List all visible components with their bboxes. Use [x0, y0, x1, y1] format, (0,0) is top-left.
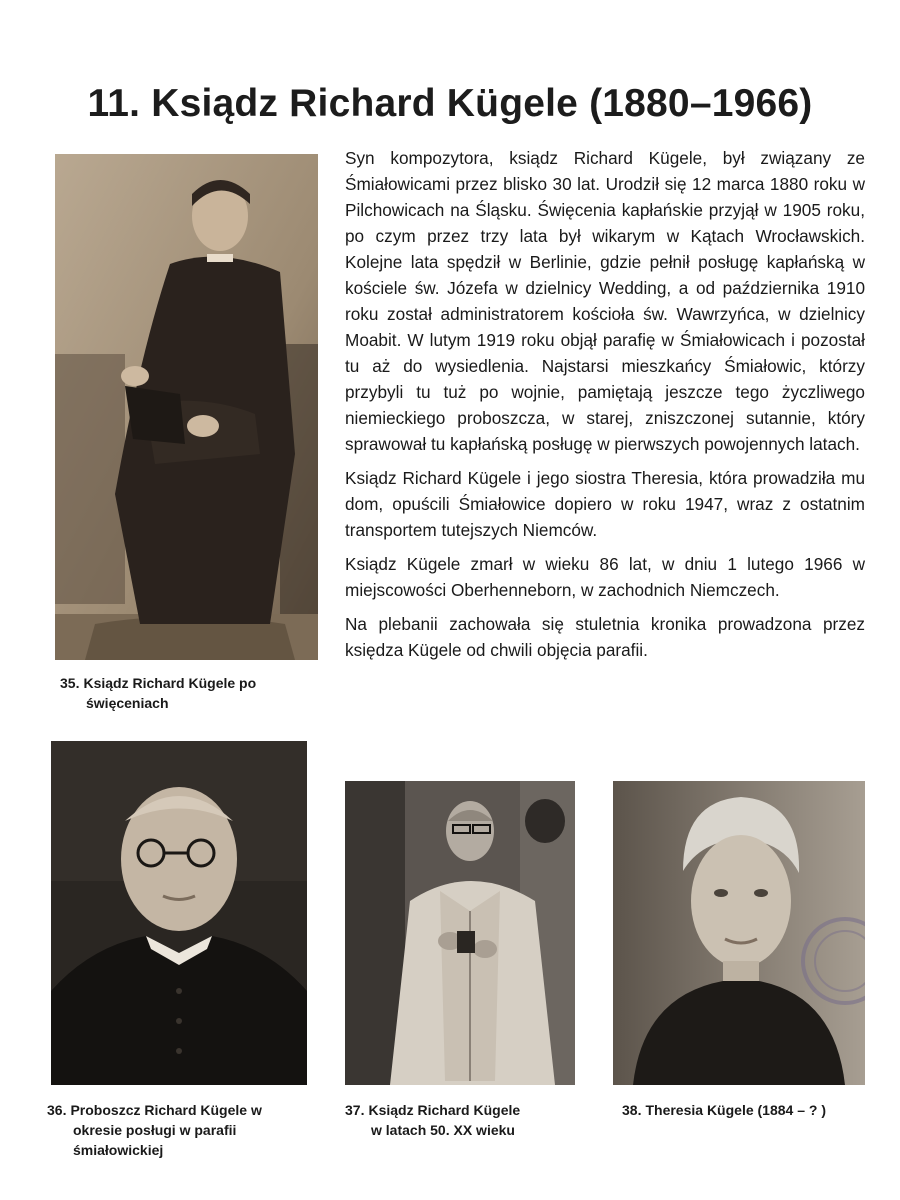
- caption-number: 35.: [60, 675, 80, 691]
- page-title: 11. Ksiądz Richard Kügele (1880–1966): [87, 82, 813, 126]
- caption-line: Ksiądz Richard Kügele po: [83, 675, 257, 691]
- article-paragraph: Ksiądz Richard Kügele i jego siostra Theresia, która prowadziła mu dom, opuścili Śmiałowice dopiero w roku 1947, wraz z ostatnim transportem tutejszych Niemców.: [345, 468, 865, 540]
- caption-number: 36.: [47, 1102, 67, 1118]
- caption-number: 38.: [622, 1102, 642, 1118]
- caption-line: Theresia Kügele (1884 – ? ): [645, 1102, 826, 1118]
- caption-photo-36: [47, 1100, 327, 1160]
- article-paragraph: Syn kompozytora, ksiądz Richard Kügele, był związany ze Śmiałowicami przez blisko 30 lat. Urodził się 12 marca 1880 roku w Pilchowicach na Śląsku. Święcenia kapłańskie przyjął w 1905 roku, po czym przez trzy lata był wikarym w Kątach Wrocławskich. Kolejne lata spędził w Berlinie, gdzie pełnił posługę kapłańską w kościele św. Józefa w dzielnicy Wedding, a od października 1910 roku został administratorem kościoła św. Wawrzyńca, w dzielnicy Moabit. W lutym 1919 roku objął parafię w Śmiałowicach i pozostał tu aż do wysiedlenia. Najstarsi mieszkańcy Śmiałowic, którzy przybyli tu tuż po wojnie, pamiętają jeszcze tego życzliwego niemieckiego proboszcza, w starej, zniszczonej sutannie, który sprawował tu kapłańską posługę w pierwszych powojennych latach.: [345, 148, 865, 454]
- caption-line: Proboszcz Richard Kügele w: [70, 1102, 262, 1118]
- article-paragraph: Na plebanii zachowała się stuletnia kronika prowadzona przez księdza Kügele od chwili objęcia parafii.: [345, 614, 865, 660]
- caption-line: w latach 50. XX wieku: [371, 1122, 515, 1138]
- caption-photo-35: [60, 673, 330, 713]
- caption-line: śmiałowickiej: [73, 1142, 164, 1158]
- caption-photo-37: [345, 1100, 595, 1140]
- article-text: [345, 145, 865, 671]
- caption-photo-38: [622, 1100, 872, 1120]
- article-paragraph: Ksiądz Kügele zmarł w wieku 86 lat, w dniu 1 lutego 1966 w miejscowości Oberhenneborn, w zachodnich Niemczech.: [345, 554, 865, 600]
- photo-seated-priest: [55, 154, 318, 660]
- photo-priest-portrait: [51, 741, 307, 1085]
- photo-priest-vestments: [345, 781, 575, 1085]
- caption-number: 37.: [345, 1102, 365, 1118]
- photo-theresia: [613, 781, 865, 1085]
- caption-line: okresie posługi w parafii: [73, 1122, 237, 1138]
- caption-line: święceniach: [86, 695, 169, 711]
- caption-line: Ksiądz Richard Kügele: [368, 1102, 521, 1118]
